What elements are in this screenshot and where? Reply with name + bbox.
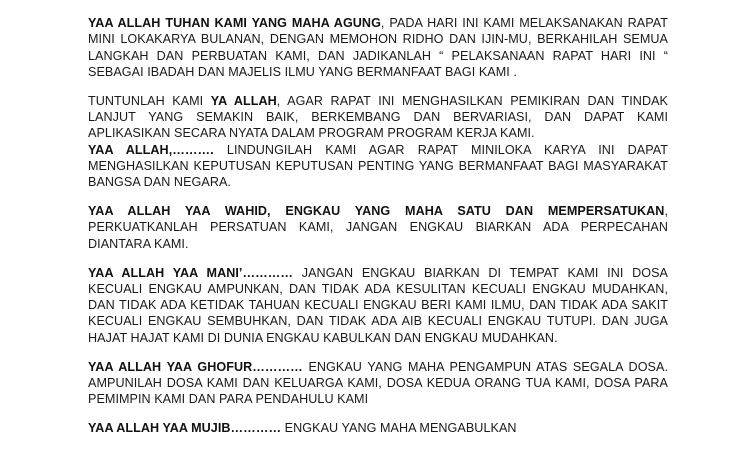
paragraph-heading-fragment [88,0,668,2]
paragraph-text: ENGKAU YANG MAHA PENGAMPUN ATAS SEGALA DOSA. AMPUNILAH DOSA KAMI DAN KELUARGA KAMI, DOSA KEDUA ORANG TUA KAMI, DOSA PARA PEMIMPIN KAMI DAN PARA PENDAHULU KAMI [88,359,668,407]
paragraph-bold-lead: YAA ALLAH,………. [88,142,214,157]
paragraph-text: JANGAN ENGKAU BIARKAN DI TEMPAT KAMI INI DOSA KECUALI ENGKAU AMPUNKAN, DAN TIDAK ADA KESULITAN KECUALI ENGKAU MUDAHKAN, DAN TIDAK ADA KETIDAK TAHUAN KECUALI ENGKAU BERI KAMI ILMU, DAN TIDAK ADA SAKIT KECUALI ENGKAU SEMBUHKAN, DAN TIDAK ADA AIB KECUALI ENGKAU TUTUPI. DAN JUGA HAJAT HAJAT KAMI DI DUNIA ENGKAU KABULKAN DAN ENGKAU MUDAHKAN. [88,265,669,345]
paragraph-text [88,0,168,1]
paragraph-bold-inline: YA ALLAH [210,94,277,109]
paragraph-bold-lead: YAA ALLAH YAA GHOFUR………… [88,359,303,374]
paragraph-text-pre: TUNTUNLAH KAMI [88,94,211,109]
paragraph-text: LINDUNGILAH KAMI AGAR RAPAT MINILOKA KARYA INI DAPAT MENGHASILKAN KEPUTUSAN KEPUTUSAN PENTING YANG BERMANFAAT BAGI MASYARAKAT BANGSA DAN NEGARA. [88,142,668,190]
paragraph-yaa-mujib [88,420,668,436]
paragraph-text: ENGKAU YANG MAHA MENGABULKAN [281,421,517,436]
paragraph-text: , AGAR RAPAT INI MENGHASILKAN PEMIKIRAN DAN TINDAK LANJUT YANG SEMAKIN BAIK, BERKEMBANG DAN BERVARIASI, DAN DAPAT KAMI APLIKASIKAN SECARA NYATA DALAM PROGRAM PROGRAM KERJA KAMI. [88,94,668,141]
paragraph-yaa-ghofur [88,359,668,408]
document-page [88,0,668,449]
paragraph-bold-lead: YAA ALLAH YAA MANI’………… [88,265,294,280]
paragraph-yaa-mani [88,265,668,346]
paragraph-bold-lead: YAA ALLAH YAA WAHID, ENGKAU YANG MAHA SATU DAN MEMPERSATUKAN [88,204,665,219]
paragraph-bold-lead: YAA ALLAH YAA MUJIB………… [88,421,282,436]
paragraph-bold-lead: YAA ALLAH TUHAN KAMI YANG MAHA AGUNG [88,16,381,31]
paragraph-text: , PADA HARI INI KAMI MELAKSANAKAN RAPAT MINI LOKAKARYA BULANAN, DENGAN MEMOHON RIDHO DAN IJIN-MU, BERKAHILAH SEMUA LANGKAH DAN PERBUATAN KAMI, DAN JADIKANLAH “ PELAKSANAAN RAPAT HARI INI “ SEBAGAI IBADAH DAN MAJELIS ILMU YANG BERMANFAAT BAGI KAMI . [88,16,668,79]
paragraph-yaa-wahid [88,203,668,252]
paragraph-tuntunlah [88,93,668,142]
paragraph-maha-agung [88,15,668,80]
paragraph-text: , PERKUATKANLAH PERSATUAN KAMI, JANGAN ENGKAU BIARKAN ADA PERPECAHAN DIANTARA KAMI. [88,204,668,251]
paragraph-lindungilah [88,142,668,191]
